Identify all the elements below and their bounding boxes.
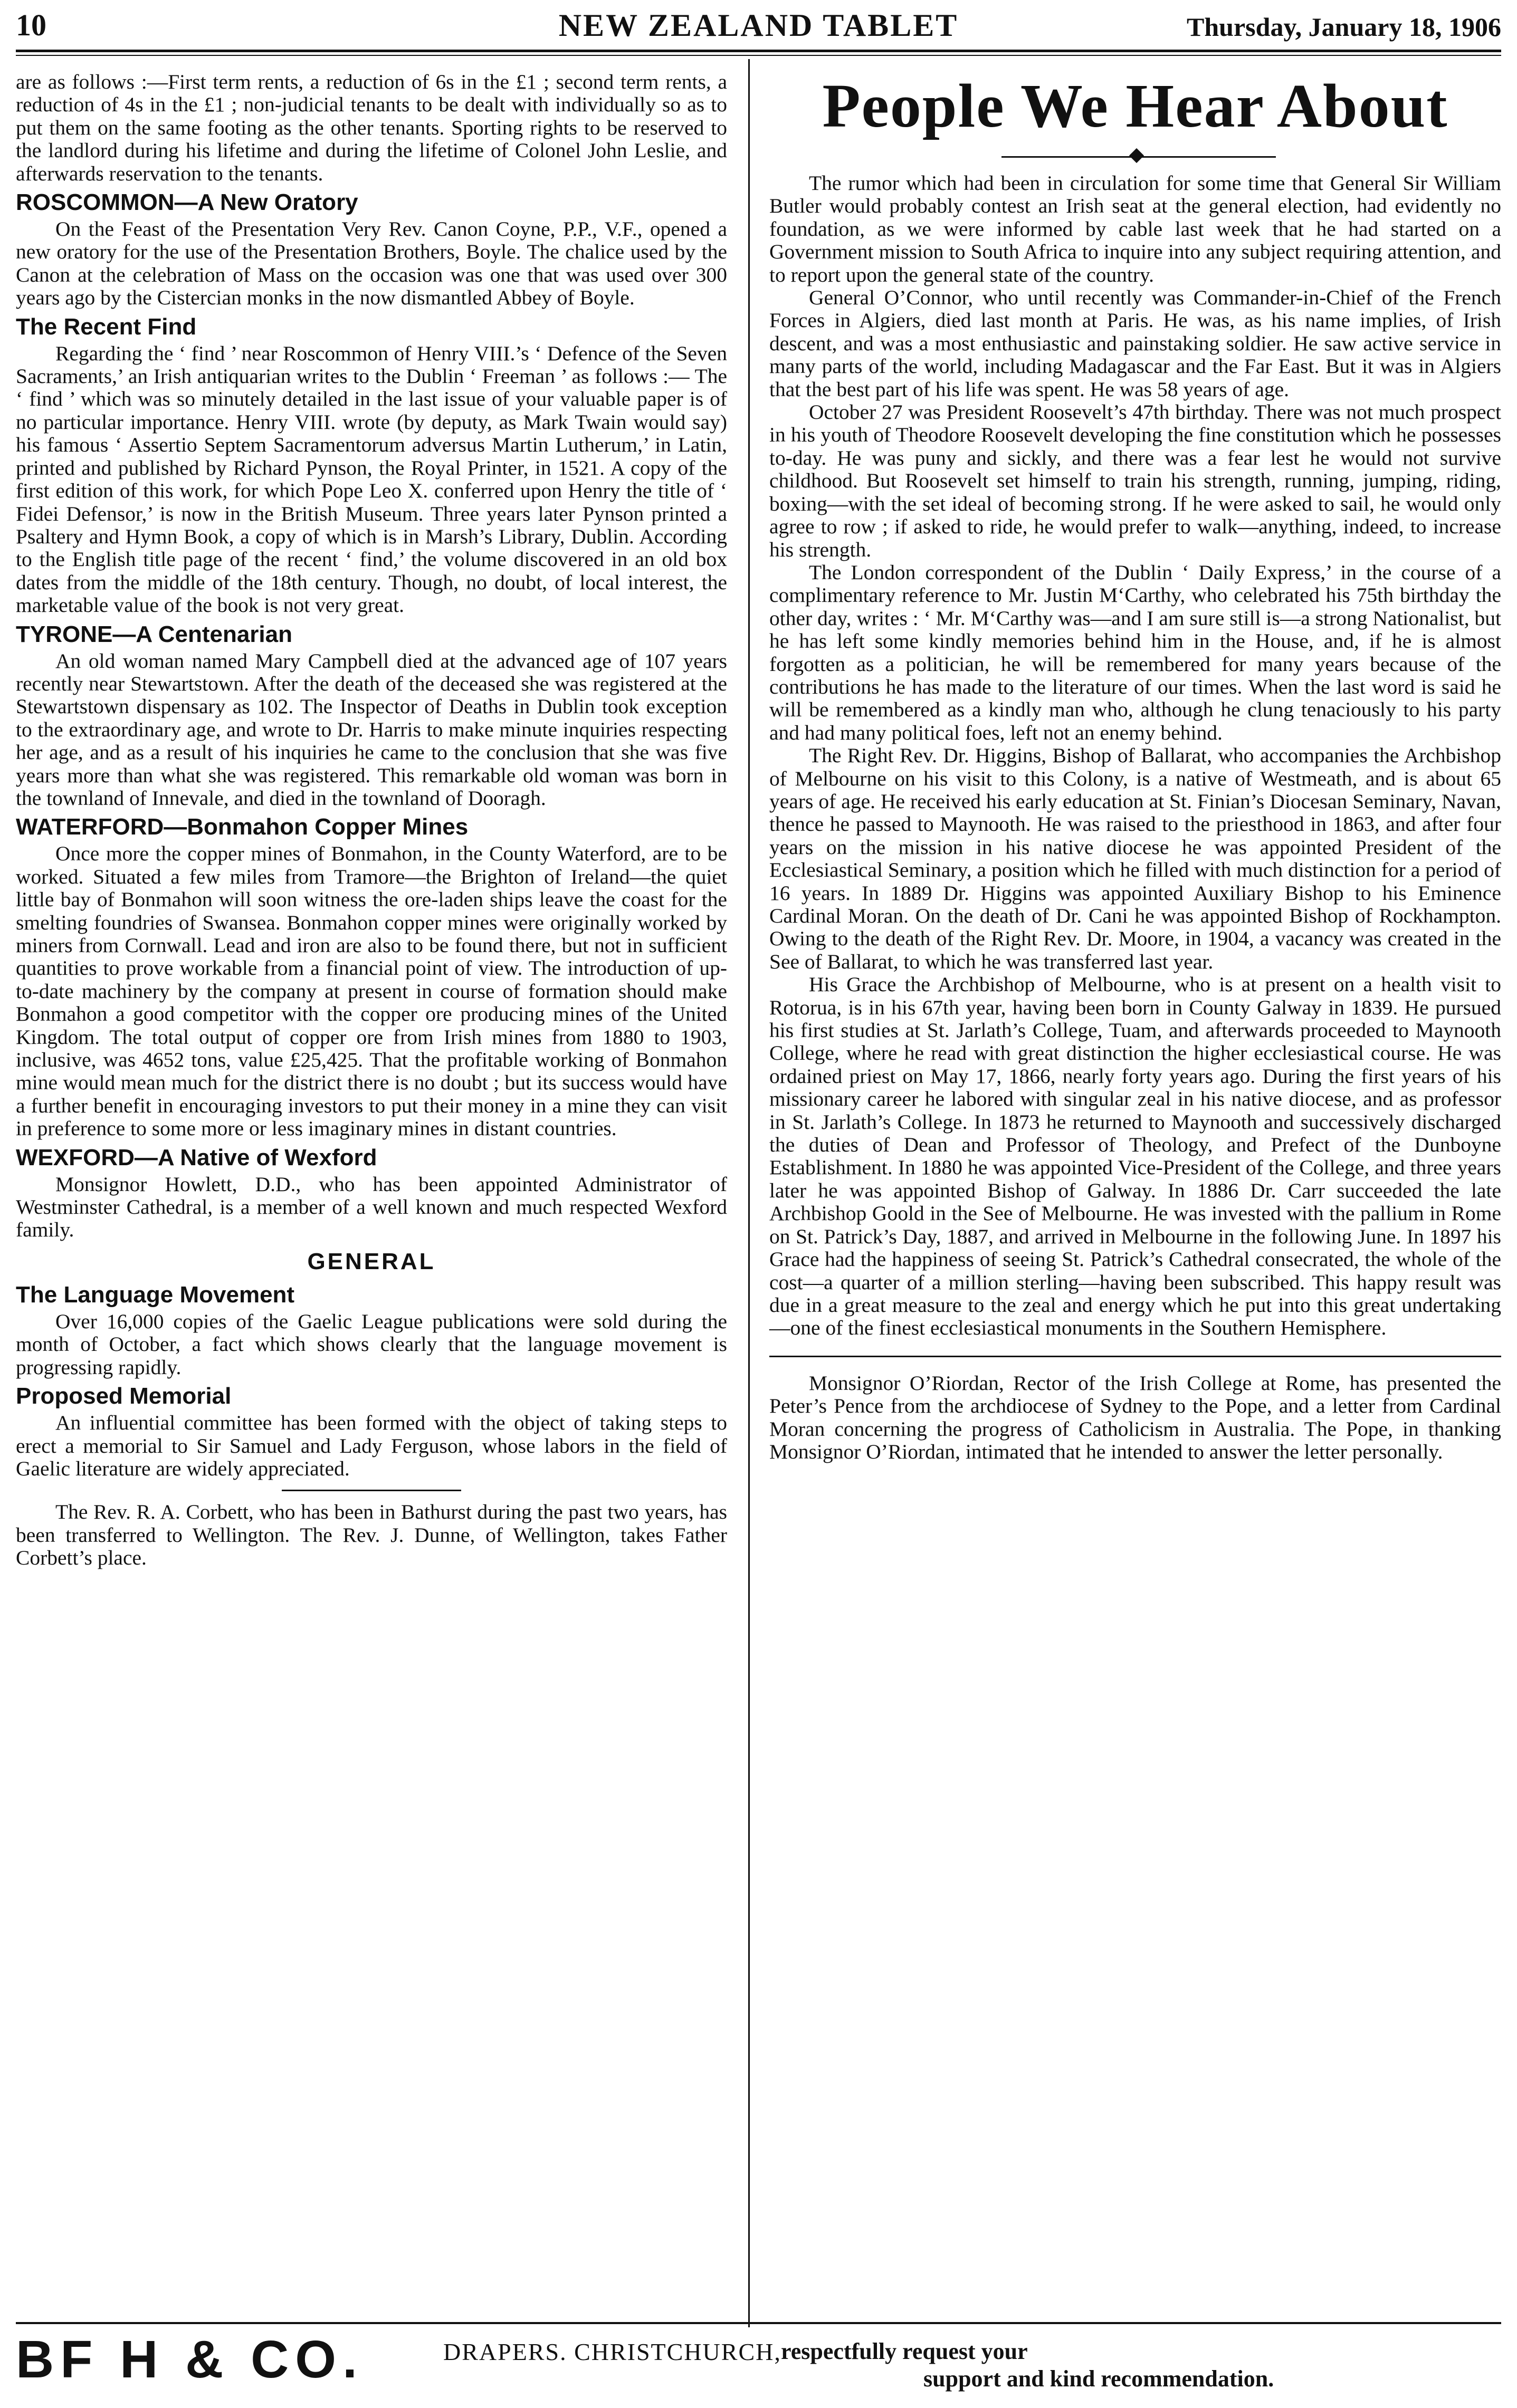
memorial-paragraph: An influential committee has been formed with the object of taking steps to erect a memorial to Sir Samuel and Lady Ferguson, whose labors in the field of Gaelic literature are widely appreciated.: [16, 1411, 727, 1480]
mccarthy-paragraph: The London correspondent of the Dublin ‘ Daily Express,’ in the course of a complimentary reference to Mr. Justin M‘Carthy, who celebrated his 75th birthday the other day, writes : ‘ Mr. M‘Carthy was—and I am sure still is—a strong Nationalist, but he has left some kindly memories behind him in the House, and, if he is almost forgotten as a politician, he will be remembered for many years because of the contributions he has made to the literature of our times. When the last word is said he will be remembered as a kindly man who, although he clung tenaciously to his party and had many political foes, left not an enemy behind.: [769, 560, 1501, 744]
left-column: [16, 71, 727, 1570]
wexford-heading: WEXFORD—A Native of Wexford: [16, 1144, 377, 1171]
language-paragraph: Over 16,000 copies of the Gaelic League publications were sold during the month of October, a fact which shows clearly that the language movement is progressing rapidly.: [16, 1309, 727, 1379]
heading-ornament: [769, 146, 1501, 167]
right-column: [769, 71, 1501, 1463]
waterford-paragraph: Once more the copper mines of Bonmahon, in the County Waterford, are to be worked. Situated a few miles from Tramore—the Brighton of Ireland—the quiet little bay of Bonmahon will soon witness the ore-laden ships leave the coast for the smelting foundries of Swansea. Bonmahon copper mines were originally worked by miners from Cornwall. Lead and iron are also to be found there, but not in sufficient quantities to prove workable from a financial point of view. The introduction of up-to-date machinery by the company at present in course of formation should make Bonmahon a good competitor with the copper ore producing mines of the United Kingdom. The total output of copper ore from Irish mines from 1880 to 1903, inclusive, was 4652 tons, value £25,425. That the profitable working of Bonmahon mine would mean much for the district there is no doubt ; but its success would have a further benefit in encouraging investors to put their money in a mine they can visit in preference to some more or less imaginary mines in distant countries.: [16, 842, 727, 1140]
corbett-paragraph: The Rev. R. A. Corbett, who has been in Bathurst during the past two years, has been transferred to Wellington. The Rev. J. Dunne, of Wellington, takes Father Corbett’s place.: [16, 1500, 727, 1570]
archbishop-paragraph: His Grace the Archbishop of Melbourne, who is at present on a health visit to Rotorua, is in his 67th year, having been born in County Galway in 1839. He pursued his first studies at St. Jarlath’s College, Tuam, and afterwards proceeded to Maynooth College, where he read with great distinction the higher ecclesiastical course. He was ordained priest on May 17, 1866, nearly forty years ago. During the first years of his missionary career he labored with singular zeal in his native diocese, and as professor in St. Jarlath’s College. In 1873 he returned to Maynooth and successively discharged the duties of Dean and Professor of Theology, and Prefect of the Dunboyne Establishment. In 1880 he was appointed Vice-President of the College, and three years later he was appointed Bishop of Galway. In 1886 Dr. Carr succeeded the late Archbishop Goold in the See of Melbourne. He was invested with the pallium in Rome on St. Patrick’s Day, 1887, and arrived in Melbourne in the following June. In 1897 his Grace had the happiness of seeing St. Patrick’s Cathedral consecrated, the whole of the cost—a quarter of a million sterling—having been subscribed. This happy result was due in a great measure to the zeal and energy which he put into this great undertaking—one of the finest ecclesiastical monuments in the Southern Hemisphere.: [769, 973, 1501, 1340]
roosevelt-paragraph: October 27 was President Roosevelt’s 47th birthday. There was not much prospect in his youth of Theodore Roosevelt developing the fine constitution which he possesses to-day. He was puny and sickly, and there was a fear lest he would not survive childhood. But Roosevelt set himself to train his strength, running, jumping, riding, boxing—with the set ideal of becoming strong. If he were asked to sail, he would only agree to row ; if asked to ride, he would prefer to walk—anything, indeed, to increase his strength.: [769, 400, 1501, 561]
waterford-heading: WATERFORD—Bonmahon Copper Mines: [16, 814, 469, 840]
tyrone-heading: TYRONE—A Centenarian: [16, 621, 293, 647]
intro-paragraph: are as follows :—First term rents, a reduction of 6s in the £1 ; second term rents, a reduction of 4s in the £1 ; non-judicial tenants to be dealt with individually so as to put them on the same footing as the other tenants. Sporting rights to be reserved to the landlord during his lifetime and during the lifetime of Colonel John Leslie, and afterwards reservation to the tenants.: [16, 70, 727, 185]
memorial-heading: Proposed Memorial: [16, 1383, 232, 1409]
language-heading: The Language Movement: [16, 1281, 295, 1308]
page-number: 10: [16, 8, 46, 42]
roscommon-heading: ROSCOMMON—A New Oratory: [16, 189, 358, 216]
ad-line-2: support and kind recommendation.: [923, 2366, 1274, 2392]
ad-line-1: respectfully request your: [781, 2338, 1028, 2364]
diamond-icon: [1129, 148, 1144, 163]
page-header: [16, 7, 1501, 49]
oconnor-paragraph: General O’Connor, who until recently was Commander-in-Chief of the French Forces in Algiers, died last month at Paris. He was, as his name implies, of Irish descent, and was a most enthusiastic and painstaking soldier. He saw active service in many parts of the world, including Madagascar and the Far East. But it was in Algiers that the best part of his life was spent. He was 58 years of age.: [769, 286, 1501, 401]
people-heading: People We Hear About: [822, 71, 1448, 140]
advertiser-place: DRAPERS. CHRISTCHURCH,: [443, 2338, 781, 2365]
tyrone-paragraph: An old woman named Mary Campbell died at the advanced age of 107 years recently near Stewartstown. After the death of the deceased she was registered at the Stewartstown dispensary as 102. The Inspector of Deaths in Dublin took exception to the extraordinary age, and wrote to Dr. Harris to make minute inquiries respecting her age, and as a result of his inquiries he came to the conclusion that she was five years more than what she was registered. This remarkable old woman was born in the townland of Innevale, and died in the townland of Dooragh.: [16, 649, 727, 810]
issue-date: Thursday, January 18, 1906: [1187, 12, 1501, 42]
section-rule: [282, 1490, 461, 1491]
general-heading: GENERAL: [307, 1248, 436, 1274]
wexford-paragraph: Monsignor Howlett, D.D., who has been appointed Administrator of Westminster Cathedral, is a member of a well known and much respected Wexford family.: [16, 1172, 727, 1242]
oriordan-paragraph: Monsignor O’Riordan, Rector of the Irish College at Rome, has presented the Peter’s Pence from the archdiocese of Sydney to the Pope, and a letter from Cardinal Moran concerning the progress of Catholicism in Australia. The Pope, in thanking Monsignor O’Riordan, intimated that he intended to answer the letter personally.: [769, 1371, 1501, 1463]
column-divider: [748, 59, 750, 2327]
header-rule-thin: [16, 55, 1501, 56]
advertisement-footer: [16, 2330, 1501, 2399]
roscommon-paragraph: On the Feast of the Presentation Very Rev. Canon Coyne, P.P., V.F., opened a new oratory for the use of the Presentation Brothers, Boyle. The chalice used by the Canon at the celebration of Mass on the occasion was one that was used over 300 years ago by the Cistercian monks in the now dismantled Abbey of Boyle.: [16, 217, 727, 310]
footer-rule: [16, 2322, 1501, 2324]
header-rule: [16, 50, 1501, 52]
recent-find-heading: The Recent Find: [16, 313, 197, 340]
recent-find-paragraph: Regarding the ‘ find ’ near Roscommon of Henry VIII.’s ‘ Defence of the Seven Sacraments,’ an Irish antiquarian writes to the Dublin ‘ Freeman ’ as follows :— The ‘ find ’ which was so minutely detailed in the last issue of your valuable paper is of no particular importance. Henry VIII. wrote (by deputy, as Mark Twain would say) his famous ‘ Assertio Septem Sacramentorum adversus Martin Lutherum,’ in Latin, printed and published by Richard Pynson, the Royal Printer, in 1521. A copy of the first edition of this work, for which Pope Leo X. conferred upon Henry the title of ‘ Fidei Defensor,’ is now in the British Museum. Three years later Pynson printed a Psaltery and Hymn Book, a copy of which is in Marsh’s Library, Dublin. According to the English title page of the recent ‘ find,’ the volume discovered in an old box dates from the middle of the 18th century. Though, no doubt, of local interest, the marketable value of the book is not very great.: [16, 341, 727, 617]
higgins-paragraph: The Right Rev. Dr. Higgins, Bishop of Ballarat, who accompanies the Archbishop of Melbourne on his visit to this Colony, is a native of Westmeath, and is about 65 years of age. He received his early education at St. Finian’s Diocesan Seminary, Navan, thence he passed to Maynooth. He was raised to the priesthood in 1863, and after four years on the mission in his native diocese he was appointed President of the Ecclesiastical Seminary, a position which he filled with much distinction for a period of 16 years. In 1889 Dr. Higgins was appointed Auxiliary Bishop to his Eminence Cardinal Moran. On the death of Dr. Cani he was appointed Bishop of Rockhampton. Owing to the death of the Right Rev. Dr. Moore, in 1904, a vacancy was created in the See of Ballarat, to which he was transferred last year.: [769, 744, 1501, 973]
advertiser-name: BF H & CO.: [16, 2330, 364, 2389]
butler-paragraph: The rumor which had been in circulation for some time that General Sir William Butler would probably contest an Irish seat at the general election, had evidently no foundation, as we were informed by cable last week that he had started on a Government mission to South Africa to inquire into any subject requiring attention, and to report upon the general state of the country.: [769, 171, 1501, 286]
section-rule: [769, 1356, 1501, 1357]
masthead: NEW ZEALAND TABLET: [558, 8, 959, 43]
